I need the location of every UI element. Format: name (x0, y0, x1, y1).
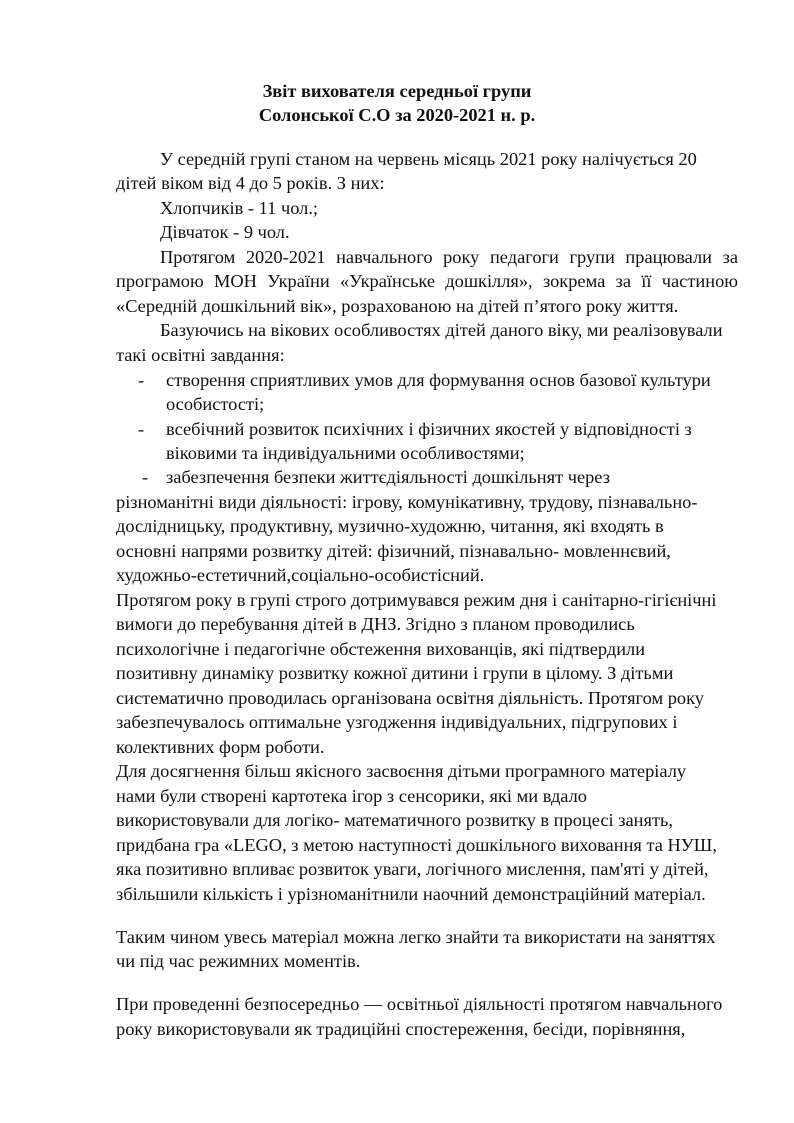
materials-line-4: придбана гра «LEGO, з метою наступності дошкільного виховання та НУШ, (116, 835, 717, 855)
bullet-dash: - (138, 419, 145, 439)
routine-line-4: позитивну динаміку розвитку кожної дитини і групи в цілому. З дітьми (116, 663, 674, 683)
report-title-line-2: Солонської С.О за 2020-2021 н. р. (258, 105, 536, 125)
routine-line-1: Протягом року в групі строго дотримувався режим дня і санітарно-гігієнічні (116, 590, 717, 610)
bullet-dash: - (138, 370, 145, 390)
task-item-3-line-1: забезпечення безпеки життєдіяльності дошкільнят через (166, 467, 610, 487)
routine-line-7: колективних форм роботи. (116, 737, 325, 757)
program-line-2: програмою МОН України «Українське дошкілля», зокрема за її частиною (116, 271, 738, 291)
task-item-2-line-2: віковими та індивідуальними особливостями; (166, 443, 525, 463)
routine-line-2: вимоги до перебування дітей в ДНЗ. Згідно з планом проводились (116, 614, 635, 634)
materials-line-1: Для досягнення більш якісного засвоєння дітьми програмного матеріалу (116, 761, 687, 781)
girls-count: Дівчаток - 9 чол. (160, 222, 290, 242)
tasks-continuation-2: дослідницьку, продуктивну, музично-художню, читання, які входять в (116, 516, 664, 536)
task-item-1-line-1: створення сприятливих умов для формування основ базової культури (166, 370, 711, 390)
tasks-line-2: такі освітні завдання: (116, 345, 285, 365)
summary-line-1: Таким чином увесь матеріал можна легко знайти та використати на заняттях (116, 927, 716, 947)
tasks-continuation-1: різноманітні види діяльності: ігрову, комунікативну, трудову, пізнавально- (116, 492, 698, 512)
materials-line-5: яка позитивно впливає розвиток уваги, логічного мислення, пам'яті у дітей, (116, 859, 709, 879)
report-title-line-1: Звіт вихователя середньої групи (262, 81, 532, 101)
intro-line-1: У середній групі станом на червень місяць 2021 року налічується 20 (160, 149, 697, 169)
program-line-3: «Середній дошкільний вік», розрахованою на дітей п’ятого року життя. (116, 296, 679, 316)
tasks-continuation-3: основні напрями розвитку дітей: фізичний, пізнавально- мовленнєвий, (116, 541, 671, 561)
tasks-continuation-4: художньо-естетичний,соціально-особистісний. (116, 565, 485, 585)
routine-line-3: психологічне і педагогічне обстеження вихованців, які підтвердили (116, 639, 646, 659)
materials-line-3: використовували для логіко- математичного розвитку в процесі занять, (116, 810, 673, 830)
task-item-2-line-1: всебічний розвиток психічних і фізичних якостей у відповідності з (166, 419, 692, 439)
program-line-1: Протягом 2020-2021 навчального року педагоги групи працювали за (160, 247, 738, 267)
routine-line-5: систематично проводилась організована освітня діяльність. Протягом року (116, 688, 704, 708)
activity-line-2: року використовували як традиційні спостереження, бесіди, порівняння, (116, 1019, 686, 1039)
routine-line-6: забезпечувалось оптимальне узгодження індивідуальних, підгрупових і (116, 712, 678, 732)
intro-line-2: дітей віком від 4 до 5 років. З них: (116, 173, 385, 193)
materials-line-2: нами були створені картотека ігор з сенсорики, які ми вдало (116, 786, 587, 806)
materials-line-6: збільшили кількість і урізноманітнили наочний демонстраційний матеріал. (116, 884, 706, 904)
bullet-dash: - (142, 467, 149, 487)
summary-line-2: чи під час режимних моментів. (116, 951, 361, 971)
task-item-1-line-2: особистості; (166, 394, 265, 414)
boys-count: Хлопчиків - 11 чол.; (160, 198, 319, 218)
tasks-line-1: Базуючись на вікових особливостях дітей даного віку, ми реалізовували (160, 320, 723, 340)
activity-line-1: При проведенні безпосередньо — освітньої діяльності протягом навчального (116, 994, 723, 1014)
